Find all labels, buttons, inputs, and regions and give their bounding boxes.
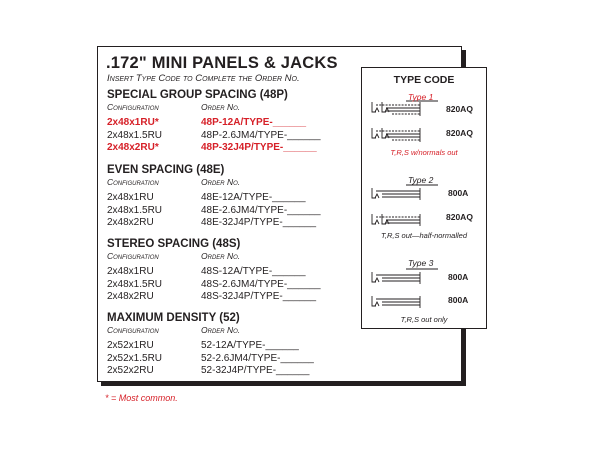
section-maximum-density (107, 312, 347, 378)
jack-schematic-icon (372, 188, 420, 200)
section-title: STEREO SPACING (48S) (107, 238, 241, 250)
column-header-order-no: Order No. (201, 251, 241, 261)
type-code-value: 820AQ (446, 128, 473, 138)
table-row (107, 192, 347, 205)
jack-schematic-icon (372, 102, 420, 116)
config-cell: 2x48x2RU (107, 291, 154, 302)
jack-schematic-icon (372, 214, 420, 226)
order-cell: 48P-32J4P/TYPE-______ (201, 142, 317, 153)
order-cell: 48S-12A/TYPE-______ (201, 266, 306, 277)
config-cell: 2x48x2RU (107, 217, 154, 228)
order-cell: 52-32J4P/TYPE-______ (201, 365, 310, 376)
table-row (107, 365, 347, 378)
page-subtitle: Insert Type Code to Complete the Order No. (107, 73, 300, 84)
order-cell: 48E-2.6JM4/TYPE-______ (201, 204, 321, 216)
type-code-title: TYPE CODE (393, 74, 455, 86)
type-label: Type 1 (408, 92, 434, 102)
config-cell: 2x48x1.5RU (107, 204, 163, 216)
table-row (107, 130, 347, 143)
order-cell: 48S-2.6JM4/TYPE-______ (201, 278, 321, 290)
table-row (107, 340, 347, 353)
config-cell: 2x52x1.5RU (107, 352, 163, 364)
type-note: T,R,S w/normals out (390, 148, 458, 157)
type-code-value: 800A (448, 188, 469, 198)
section-title: MAXIMUM DENSITY (52) (107, 312, 240, 324)
table-row (107, 142, 347, 155)
order-cell: 48P-2.6JM4/TYPE-______ (201, 129, 321, 141)
table-row (107, 205, 347, 218)
config-cell: 2x52x2RU (107, 365, 154, 376)
type-note: T,R,S out only (400, 315, 448, 324)
jack-schematic-icon (372, 128, 420, 142)
table-row (107, 291, 347, 304)
type-code-value: 800A (448, 295, 469, 305)
type-code-box (361, 67, 487, 329)
table-row (107, 266, 347, 279)
type-label: Type 3 (408, 258, 434, 268)
config-cell: 2x48x1RU (107, 266, 154, 277)
column-header-configuration: Configuration (107, 177, 159, 187)
section-special-group-spacing (107, 89, 347, 155)
section-title: EVEN SPACING (48E) (107, 164, 225, 176)
order-cell: 48P-12A/TYPE-______ (201, 117, 307, 128)
column-header-configuration: Configuration (107, 251, 159, 261)
config-cell: 2x48x1.5RU (107, 278, 163, 290)
section-title: SPECIAL GROUP SPACING (48P) (107, 89, 288, 101)
column-header-order-no: Order No. (201, 177, 241, 187)
config-cell: 2x48x2RU* (107, 142, 159, 153)
order-cell: 48E-32J4P/TYPE-______ (201, 217, 317, 228)
type-code-value: 820AQ (446, 212, 473, 222)
column-header-order-no: Order No. (201, 325, 241, 335)
config-cell: 2x52x1RU (107, 340, 154, 351)
table-row (107, 117, 347, 130)
table-row (107, 217, 347, 230)
type-code-value: 800A (448, 272, 469, 282)
column-header-configuration: Configuration (107, 325, 159, 335)
page-title: .172" MINI PANELS & JACKS (106, 54, 338, 72)
type-label: Type 2 (408, 175, 434, 185)
order-cell: 52-2.6JM4/TYPE-______ (201, 352, 314, 364)
column-header-order-no: Order No. (201, 102, 241, 112)
section-even-spacing (107, 164, 347, 230)
config-cell: 2x48x1RU (107, 192, 154, 203)
order-cell: 52-12A/TYPE-______ (201, 340, 299, 351)
config-cell: 2x48x1RU* (107, 117, 159, 128)
table-row (107, 279, 347, 292)
type-note: T,R,S out—half-normalled (380, 231, 467, 240)
section-stereo-spacing (107, 238, 347, 304)
table-row (107, 353, 347, 366)
config-cell: 2x48x1.5RU (107, 129, 163, 141)
jack-schematic-icon (372, 296, 420, 308)
footnote: * = Most common. (105, 393, 178, 403)
type-code-value: 820AQ (446, 104, 473, 114)
order-cell: 48E-12A/TYPE-______ (201, 192, 306, 203)
jack-schematic-icon (372, 272, 420, 284)
order-cell: 48S-32J4P/TYPE-______ (201, 291, 317, 302)
column-header-configuration: Configuration (107, 102, 159, 112)
